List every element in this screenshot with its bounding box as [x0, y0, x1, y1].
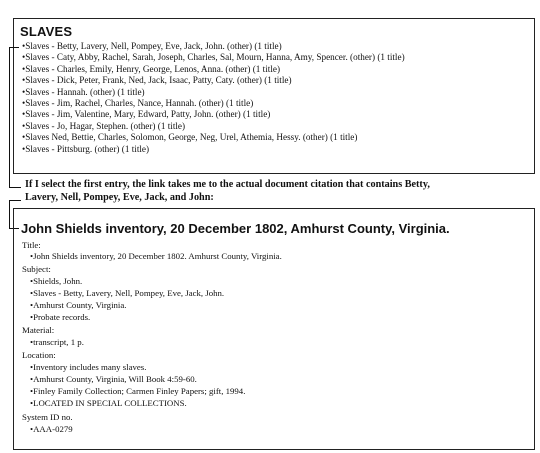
connector-tick [9, 187, 21, 188]
material-label: Material: [22, 325, 55, 335]
system-id-value: •AAA-0279 [30, 424, 73, 434]
list-item[interactable] [22, 64, 405, 75]
title-value: •John Shields inventory, 20 December 1802. Amhurst County, Virginia. [30, 251, 282, 261]
result-link[interactable]: •Slaves - Pittsburg. (other) (1 title) [22, 143, 150, 154]
subject-item[interactable]: •Slaves - Betty, Lavery, Nell, Pompey, Eve, Jack, John. [30, 288, 225, 298]
result-link[interactable]: •Slaves - Betty, Lavery, Nell, Pompey, Eve, Jack, John. (other) (1 title) [22, 41, 282, 51]
location-label: Location: [22, 350, 56, 360]
location-item: •LOCATED IN SPECIAL COLLECTIONS. [30, 398, 187, 408]
material-value: •transcript, 1 p. [30, 337, 84, 347]
results-list [22, 41, 405, 155]
record-title: John Shields inventory, 20 December 1802, Amhurst County, Virginia. [21, 221, 450, 236]
location-item: •Amhurst County, Virginia, Will Book 4:59-60. [30, 374, 197, 384]
system-id-label: System ID no. [22, 412, 73, 422]
location-item: •Finley Family Collection; Carmen Finley Papers; gift, 1994. [30, 386, 246, 396]
connector-tick [9, 200, 21, 201]
subject-label: Subject: [22, 264, 51, 274]
result-link[interactable]: •Slaves - Caty, Abby, Rachel, Sarah, Joseph, Charles, Sal, Mourn, Hanna, Amy, Spencer. (other) (1 title) [22, 52, 405, 63]
record-box [13, 208, 535, 450]
result-link[interactable]: •Slaves - Charles, Emily, Henry, George, Lenos, Anna. (other) (1 title) [22, 63, 281, 74]
list-item[interactable] [22, 75, 405, 86]
list-item[interactable] [22, 52, 405, 63]
connector-line [9, 47, 10, 187]
list-item[interactable] [22, 87, 405, 98]
result-link[interactable]: •Slaves - Hannah. (other) (1 title) [22, 86, 145, 97]
result-link[interactable]: •Slaves - Jim, Valentine, Mary, Edward, Patty, John. (other) (1 title) [22, 109, 271, 120]
list-item[interactable] [22, 121, 405, 132]
subject-item[interactable]: •Probate records. [30, 312, 91, 322]
subject-item[interactable]: •Shields, John. [30, 276, 83, 286]
list-item[interactable] [22, 41, 405, 52]
list-item[interactable] [22, 109, 405, 120]
list-item[interactable] [22, 132, 405, 143]
title-label: Title: [22, 240, 41, 250]
results-heading: SLAVES [20, 24, 73, 39]
result-link[interactable]: •Slaves - Jo, Hagar, Stephen. (other) (1 title) [22, 120, 186, 131]
note-line-1: If I select the first entry, the link takes me to the actual document citation that contains Betty, [25, 179, 430, 190]
result-link[interactable]: •Slaves - Jim, Rachel, Charles, Nance, Hannah. (other) (1 title) [22, 97, 254, 108]
result-link[interactable]: •Slaves Ned, Bettie, Charles, Solomon, George, Neg, Urel, Athemia, Hessy. (other) (1 title) [22, 132, 358, 143]
note-line-2: Lavery, Nell, Pompey, Eve, Jack, and John: [25, 192, 214, 203]
location-item: •Inventory includes many slaves. [30, 362, 147, 372]
subject-item[interactable]: •Amhurst County, Virginia. [30, 300, 127, 310]
connector-line [9, 200, 10, 228]
list-item[interactable] [22, 144, 405, 155]
connector-tick [9, 47, 19, 48]
list-item[interactable] [22, 98, 405, 109]
result-link[interactable]: •Slaves - Dick, Peter, Frank, Ned, Jack, Isaac, Patty, Caty. (other) (1 title) [22, 75, 292, 86]
